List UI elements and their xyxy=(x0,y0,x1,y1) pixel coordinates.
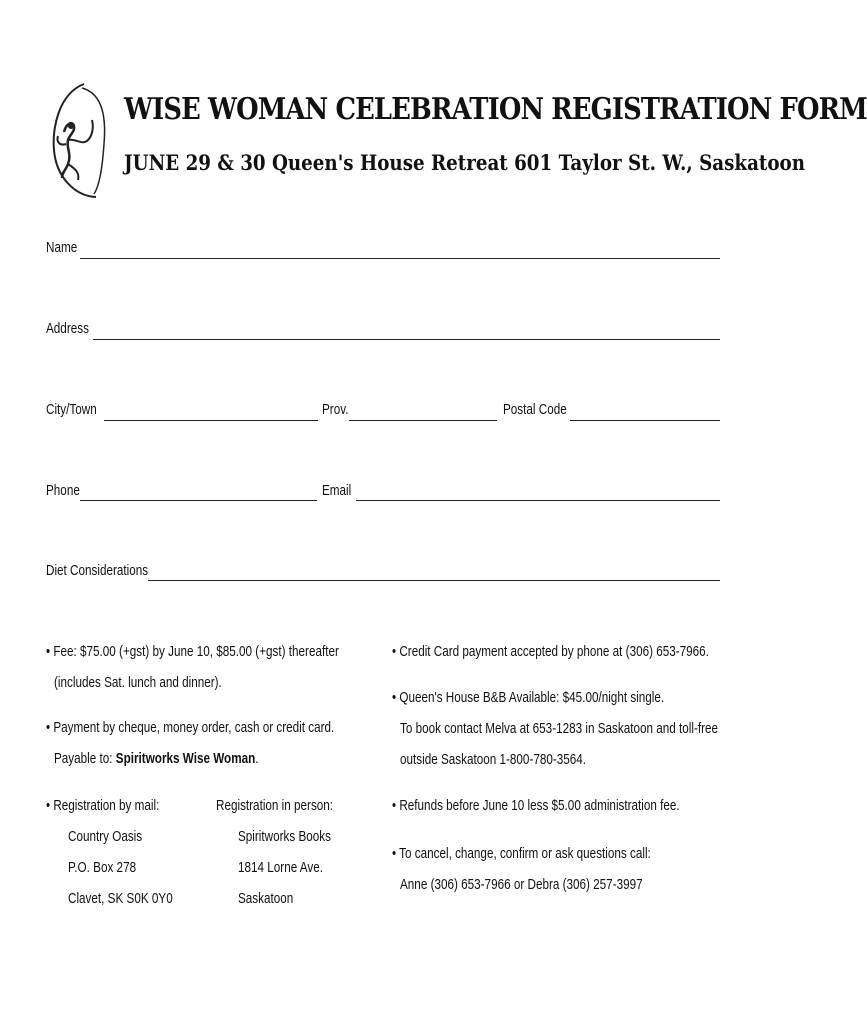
fee-line-1: • Fee: $75.00 (+gst) by June 10, $85.00 (+gst) thereafter xyxy=(46,643,339,660)
form-title: WISE WOMAN CELEBRATION REGISTRATION FORM xyxy=(124,92,867,127)
prov-label: Prov. xyxy=(322,401,349,418)
email-line[interactable] xyxy=(356,500,720,501)
mail-heading: • Registration by mail: xyxy=(46,797,160,814)
city-label: City/Town xyxy=(46,401,97,418)
address-line[interactable] xyxy=(93,339,720,340)
email-label: Email xyxy=(322,482,352,499)
bnb-line-2: To book contact Melva at 653-1283 in Saskatoon and toll-free xyxy=(400,720,719,737)
mail-line-2: P.O. Box 278 xyxy=(68,859,137,876)
person-line-2: 1814 Lorne Ave. xyxy=(238,859,324,876)
city-line[interactable] xyxy=(104,420,318,421)
address-label: Address xyxy=(46,320,89,337)
name-label: Name xyxy=(46,239,78,256)
prov-line[interactable] xyxy=(349,420,497,421)
fee-line-2: (includes Sat. lunch and dinner). xyxy=(54,674,222,691)
payment-line-2: Payable to: Spiritworks Wise Woman. xyxy=(54,750,259,767)
mail-line-1: Country Oasis xyxy=(68,828,143,845)
person-line-1: Spiritworks Books xyxy=(238,828,331,845)
credit-card-note: • Credit Card payment accepted by phone at (306) 653-7966. xyxy=(392,643,709,660)
bnb-line-1: • Queen's House B&B Available: $45.00/night single. xyxy=(392,689,665,706)
payee-name: Spiritworks Wise Woman xyxy=(115,750,256,767)
refunds-note: • Refunds before June 10 less $5.00 administration fee. xyxy=(392,797,680,814)
person-heading: Registration in person: xyxy=(216,797,334,814)
cancel-line-1: • To cancel, change, confirm or ask questions call: xyxy=(392,845,651,862)
mail-line-3: Clavet, SK S0K 0Y0 xyxy=(68,890,173,907)
person-line-3: Saskatoon xyxy=(238,890,294,907)
payment-line-1: • Payment by cheque, money order, cash or credit card. xyxy=(46,719,335,736)
name-line[interactable] xyxy=(80,258,720,259)
wise-woman-dancer-logo xyxy=(44,80,106,200)
postal-code-line[interactable] xyxy=(570,420,720,421)
cancel-line-2: Anne (306) 653-7966 or Debra (306) 257-3997 xyxy=(400,876,643,893)
event-subtitle: JUNE 29 & 30 Queen's House Retreat 601 Taylor St. W., Saskatoon xyxy=(124,150,806,175)
phone-label: Phone xyxy=(46,482,80,499)
postal-code-label: Postal Code xyxy=(503,401,567,418)
diet-line[interactable] xyxy=(148,580,720,581)
phone-line[interactable] xyxy=(80,500,317,501)
diet-label: Diet Considerations xyxy=(46,562,149,579)
bnb-line-3: outside Saskatoon 1-800-780-3564. xyxy=(400,751,587,768)
